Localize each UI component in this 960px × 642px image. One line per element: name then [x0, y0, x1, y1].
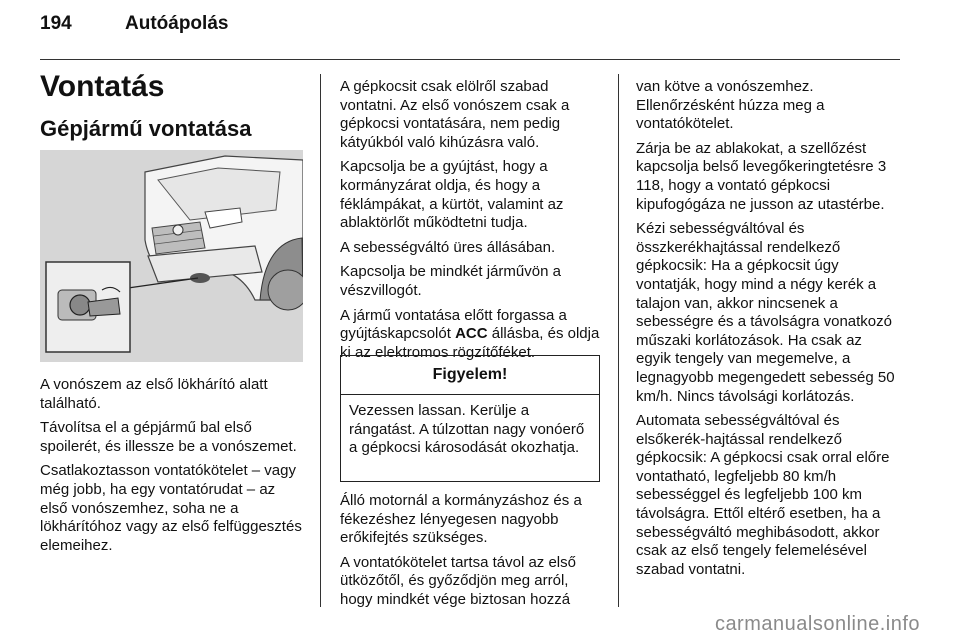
section-title: Autóápolás: [125, 13, 229, 34]
paragraph: Kapcsolja be mindkét járművön a vészvillogót.: [340, 263, 561, 299]
page-title: Vontatás: [40, 70, 165, 103]
paragraph: A gépkocsit csak elölről szabad vontatni. Az első vonószem csak a gépkocsi vontatására, nem pedig kátyúkból való kihúzásra való.: [340, 78, 570, 151]
paragraph-reference: [636, 140, 900, 214]
paragraph: Csatlakoztasson vontatókötelet – vagy még jobb, ha egy vontatórudat – az első vonószemhez, soha ne a lökhárítóhoz vagy az első felfüggesztés elemeihez.: [40, 462, 302, 554]
text-run: állásba, és oldja ki az elektromos rögzítőféket.: [340, 325, 600, 361]
text-run: Zárja be az ablakokat, a szellőzést kapcsolja belső levegőkeringtetésre: [636, 139, 878, 176]
text-run: 118, hogy a vontató gépkocsi kipufogógáza ne jusson az utastérbe.: [636, 176, 885, 213]
column-3: [636, 78, 900, 585]
column-divider: [320, 74, 321, 607]
header-rule: [40, 59, 900, 60]
column-1: [40, 376, 302, 561]
text-run: A jármű vontatása előtt forgassa a gyújtáskapcsolót: [340, 306, 567, 343]
paragraph: A vonószem az első lökhárító alatt található.: [40, 376, 268, 412]
section-subtitle: Gépjármű vontatása: [40, 116, 252, 141]
column-2: [340, 78, 602, 368]
paragraph: Álló motornál a kormányzáshoz és a fékezéshez lényegesen nagyobb erőkifejtés szükséges.: [340, 492, 582, 547]
page-reference-icon: 3: [877, 158, 887, 176]
page-number: 194: [40, 13, 72, 34]
warning-body: Vezessen lassan. Kerülje a rángatást. A túlzottan nagy vonóerő a gépkocsi károsodását okozhatja.: [349, 402, 585, 457]
paragraph: Távolítsa el a gépjármű bal első spoilerét, és illessze be a vonószemet.: [40, 419, 297, 455]
towing-eye-figure: [40, 150, 303, 362]
column-2-lower: [340, 492, 602, 616]
warning-box: [340, 355, 600, 482]
column-divider: [618, 74, 619, 607]
warning-title: Figyelem!: [341, 356, 599, 395]
paragraph: van kötve a vonószemhez. Ellenőrzésként húzza meg a vontatókötelet.: [636, 78, 825, 133]
acc-label: ACC: [455, 325, 488, 343]
paragraph: Kézi sebességváltóval és összkerékhajtással rendelkező gépkocsik: Ha a gépkocsit úgy vontatják, hogy mind a négy kerék a talajon van, akkor nincsenek a sebességre és a távolságra vonatkozó műszaki korlátozások. Ha csak az egyik tengely van megemelve, a legnagyobb megengedett sebesség 50 km/h. Nincs távolsági korlátozás.: [636, 220, 895, 405]
paragraph: A sebességváltó üres állásában.: [340, 238, 556, 256]
paragraph-acc: [340, 307, 602, 363]
paragraph: Automata sebességváltóval és elsőkerék-hajtással rendelkező gépkocsik: A gépkocsi csak orral előre vontatható, legfeljebb 80 km/h sebességgel és legfeljebb 100 km távolságra. Ettől eltérő esetben, ha a sebességváltó meghibásodott, akkor csak az első tengely felemelésével szabad vontatni.: [636, 412, 890, 578]
paragraph: Kapcsolja be a gyújtást, hogy a kormányzárat oldja, és hogy a féklámpákat, a kürtöt, valamint az ablaktörlőt működtetni tudja.: [340, 158, 564, 232]
watermark: carmanualsonline.info: [714, 613, 920, 635]
paragraph: A vontatókötelet tartsa távol az első ütközőtől, és győződjön meg arról, hogy mindkét vége biztosan hozzá: [340, 553, 576, 608]
car-towing-eye-illustration: [40, 150, 303, 362]
